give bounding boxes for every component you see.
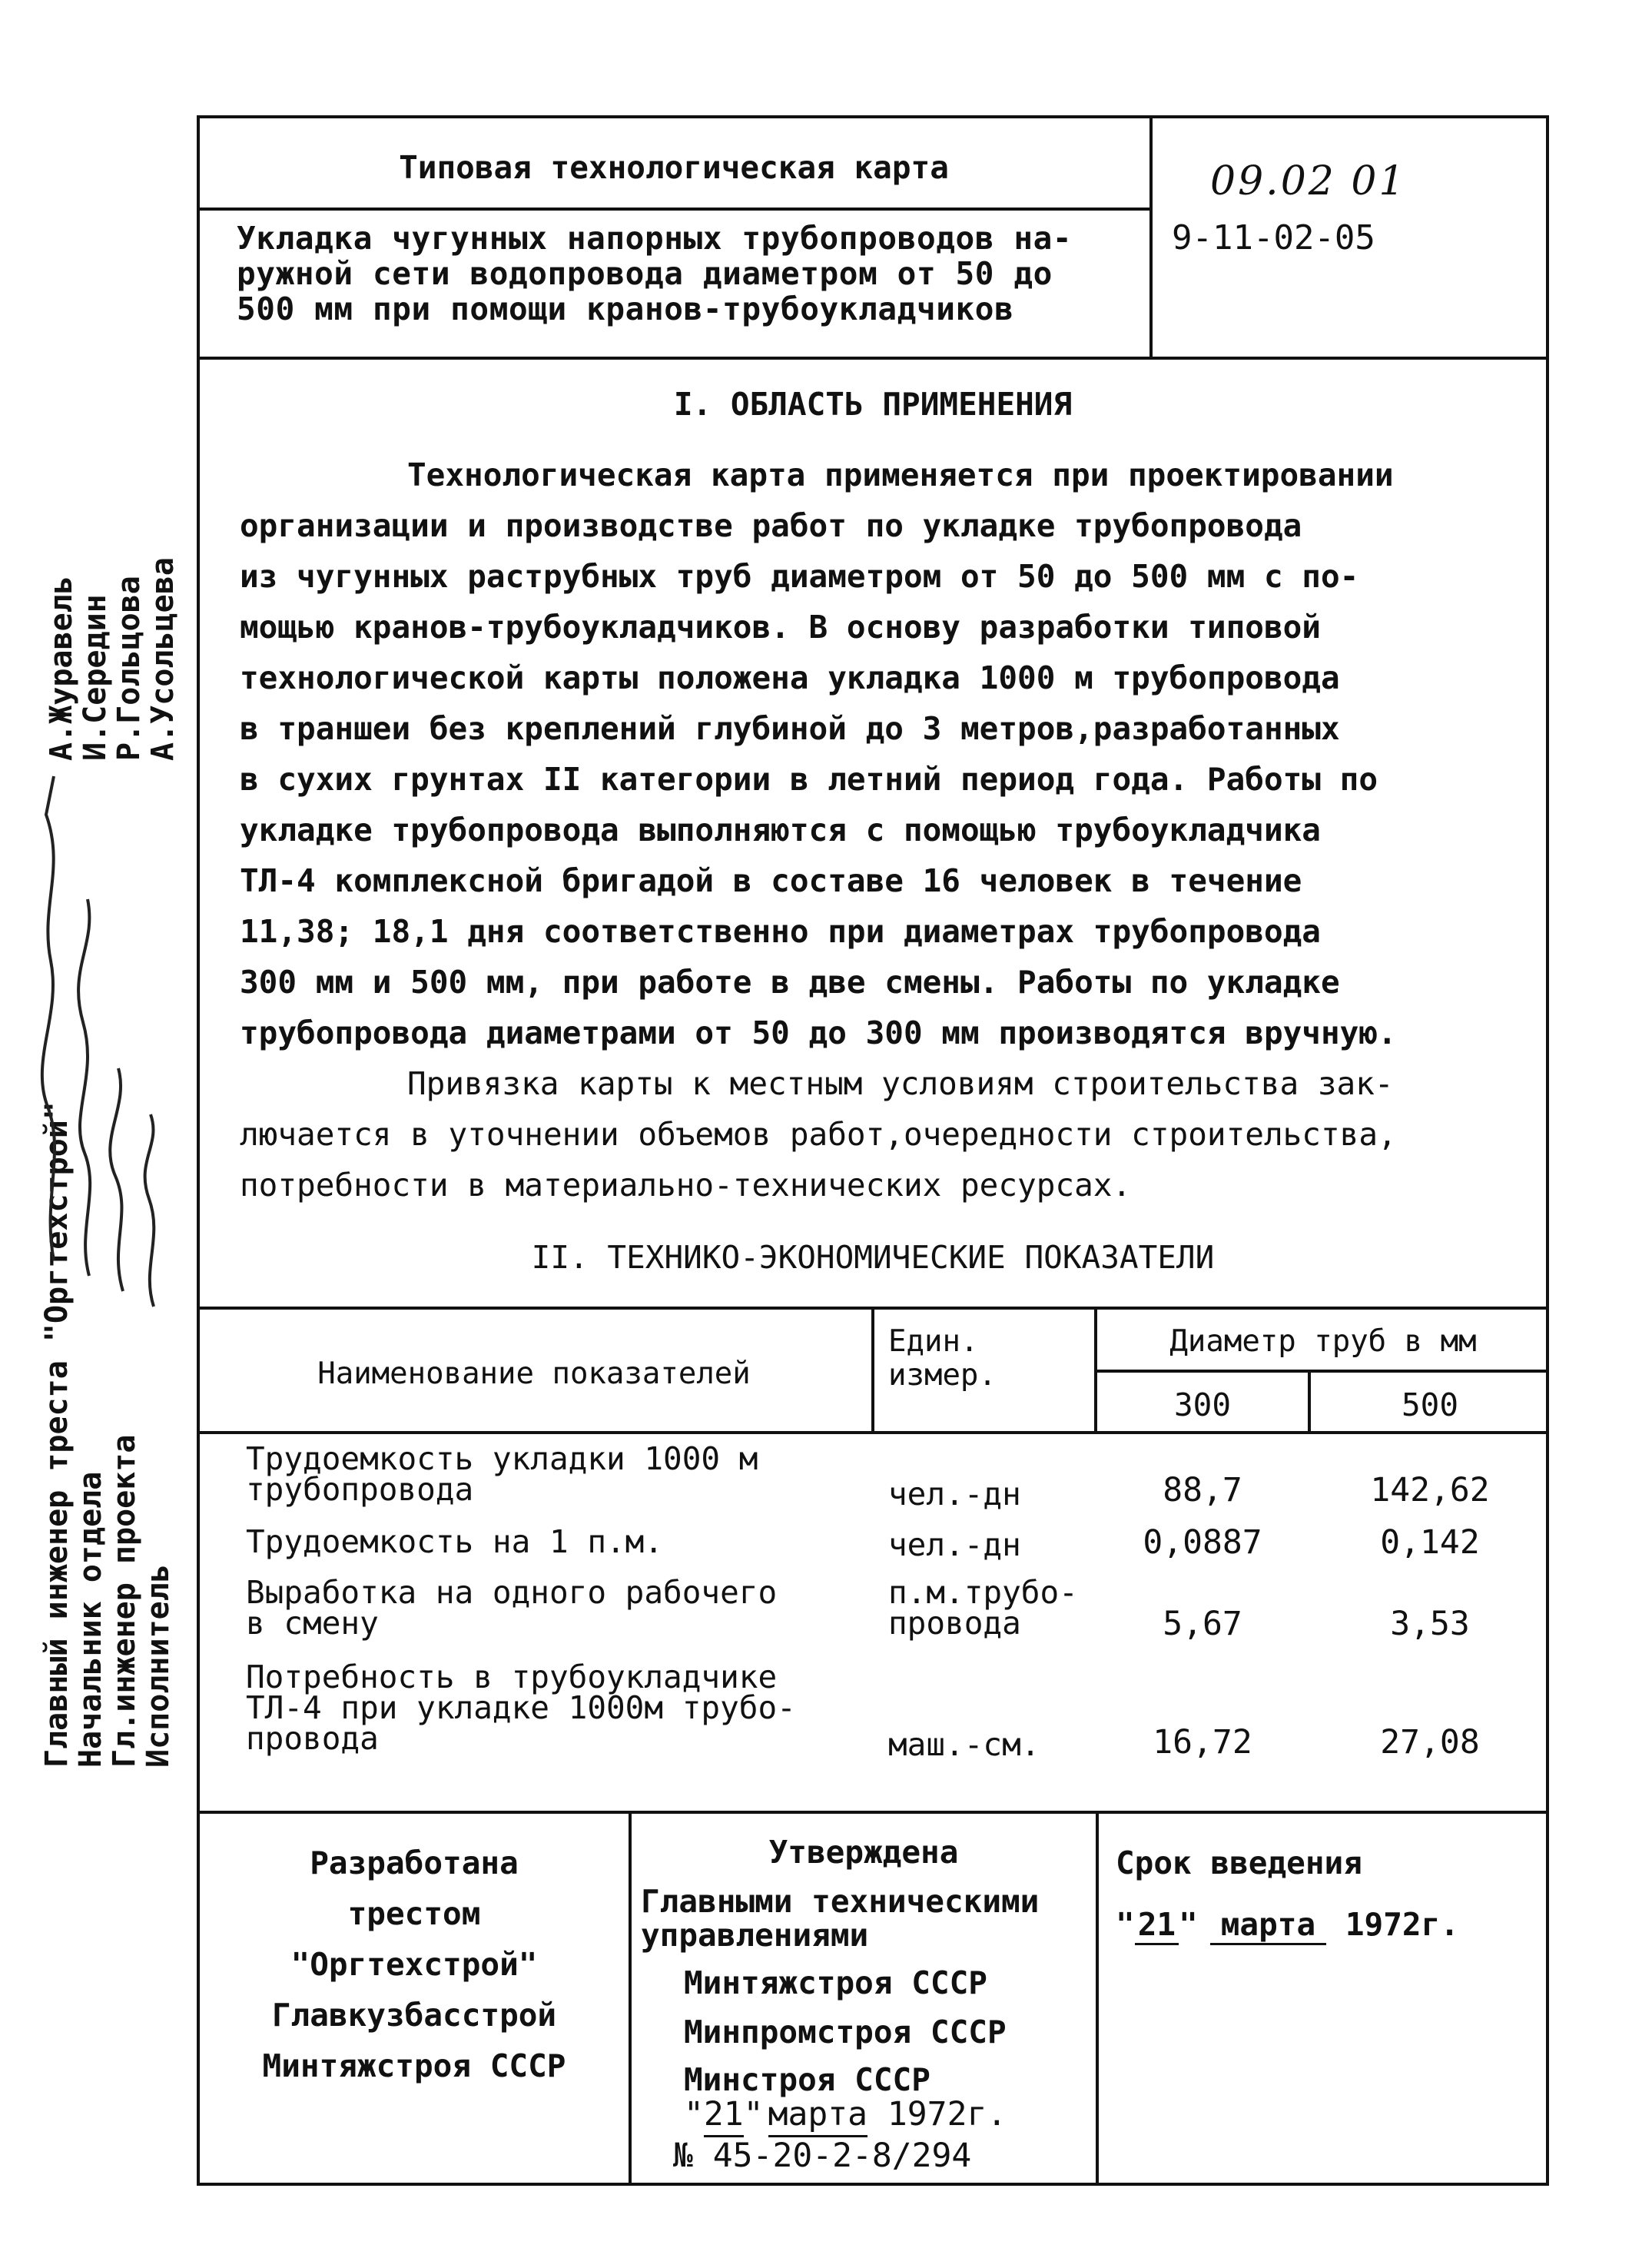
footer-divider-2 xyxy=(1096,1811,1099,2186)
table-header-unit-1: Един. xyxy=(888,1324,979,1359)
section-1-line: организации и производстве работ по укладке трубопровода xyxy=(240,507,1302,544)
row-unit: чел.-дн xyxy=(888,1476,1021,1513)
section-1-line: укладке трубопровода выполняются с помощью трубоукладчика xyxy=(240,812,1321,848)
approved-line: Минпромстроя СССР xyxy=(684,2014,1007,2050)
row-value-500: 142,62 xyxy=(1370,1471,1490,1509)
section-1-line: 300 мм и 500 мм, при работе в две смены. Работы по укладке xyxy=(240,964,1340,1001)
row-unit: провода xyxy=(888,1605,1021,1642)
section-1-line: мощью кранов-трубоукладчиков. В основу разработки типовой xyxy=(240,609,1321,646)
handwritten-signature xyxy=(0,0,192,1806)
table-header-unit-2: измер. xyxy=(888,1358,997,1393)
row-name: трубопровода xyxy=(246,1471,474,1508)
intro-date-day: 21 xyxy=(1135,1906,1179,1945)
section-1-line: 11,38; 18,1 дня соответственно при диаметрах трубопровода xyxy=(240,913,1321,950)
section-1-line: в траншеи без креплений глубиной до 3 метров,разработанных xyxy=(240,710,1340,747)
row-unit: чел.-дн xyxy=(888,1526,1021,1563)
card-code: 9-11-02-05 xyxy=(1172,218,1375,257)
row-value-500: 3,53 xyxy=(1390,1605,1470,1643)
row-value-300: 5,67 xyxy=(1163,1605,1242,1643)
row-name: ТЛ-4 при укладке 1000м трубо- xyxy=(246,1689,796,1726)
intro-date: "21" марта 1972г. xyxy=(1116,1909,1459,1941)
intro-title: Срок введения xyxy=(1116,1845,1362,1881)
row-unit: маш.-см. xyxy=(888,1726,1040,1763)
sidebar-name: И.Середин xyxy=(78,594,113,761)
row-value-500: 27,08 xyxy=(1380,1723,1480,1762)
card-subtitle-line-1: Укладка чугунных напорных трубопроводов на- xyxy=(237,220,1073,257)
row-name: провода xyxy=(246,1720,379,1757)
section-1-line: технологической карты положена укладка 1000 м трубопровода xyxy=(240,659,1340,696)
sidebar-role: Исполнитель xyxy=(141,1564,176,1768)
developed-line: "Оргтехстрой" xyxy=(290,1946,538,1983)
table-diam-divider xyxy=(1094,1370,1549,1373)
table-header-diam-300: 300 xyxy=(1173,1386,1232,1423)
sidebar-role: Начальник отдела xyxy=(73,1471,108,1768)
approved-number: № 45-20-2-8/294 xyxy=(673,2137,972,2175)
approved-title: Утверждена xyxy=(768,1834,959,1871)
sidebar-role: Гл.инженер проекта xyxy=(107,1434,142,1768)
section-1-heading: I. ОБЛАСТЬ ПРИМЕНЕНИЯ xyxy=(673,386,1073,423)
row-name: Трудоемкость на 1 п.м. xyxy=(246,1523,664,1560)
section-1-line: потребности в материально-технических ресурсах. xyxy=(240,1167,1132,1204)
row-name: Выработка на одного рабочего xyxy=(246,1574,778,1611)
developed-line: Минтяжстроя СССР xyxy=(262,2047,566,2084)
sidebar-name: Р.Гольцова xyxy=(111,576,147,761)
section-1-line: лючается в уточнении объемов работ,очередности строительства, xyxy=(240,1116,1397,1153)
row-value-500: 0,142 xyxy=(1380,1523,1480,1562)
row-value-300: 16,72 xyxy=(1153,1723,1252,1762)
section-1-line: Привязка карты к местным условиям строительства зак- xyxy=(407,1065,1394,1102)
row-name: в смену xyxy=(246,1605,379,1642)
row-value-300: 0,0887 xyxy=(1143,1523,1262,1562)
section-2-heading: II. ТЕХНИКО-ЭКОНОМИЧЕСКИЕ ПОКАЗАТЕЛИ xyxy=(531,1239,1215,1276)
row-name: Трудоемкость укладки 1000 м xyxy=(246,1440,758,1477)
developed-line: Разработана xyxy=(310,1845,519,1881)
table-header-name: Наименование показателей xyxy=(317,1356,751,1391)
card-subtitle-line-3: 500 мм при помощи кранов-трубоукладчиков xyxy=(237,291,1014,327)
section-1-line: трубопровода диаметрами от 50 до 300 мм производятся вручную. xyxy=(240,1014,1397,1051)
developed-line: Главкузбасстрой xyxy=(271,1997,557,2034)
approved-line: Минтяжстроя СССР xyxy=(684,1964,987,2001)
row-value-300: 88,7 xyxy=(1163,1471,1242,1509)
approved-line: управлениями xyxy=(641,1917,869,1954)
row-unit: п.м.трубо- xyxy=(888,1574,1078,1611)
title-divider xyxy=(197,208,1151,211)
card-title: Типовая технологическая карта xyxy=(399,149,949,186)
approved-date-month: марта xyxy=(768,2095,867,2137)
section-1-line: из чугунных раструбных труб диаметром от 50 до 500 мм с по- xyxy=(240,558,1359,595)
sidebar-name: А.Усольцева xyxy=(145,557,181,761)
signatures-sidebar xyxy=(0,0,192,1806)
table-header-diam-500: 500 xyxy=(1401,1386,1459,1423)
sidebar-name: А.Журавель xyxy=(44,576,79,761)
developed-line: трестом xyxy=(347,1895,481,1932)
section-1-line: Технологическая карта применяется при проектировании xyxy=(407,457,1394,493)
approved-line: Главными техническими xyxy=(641,1883,1040,1920)
section-1-line: в сухих грунтах II категории в летний период года. Работы по xyxy=(240,761,1378,798)
section-1-line: ТЛ-4 комплексной бригадой в составе 16 человек в течение xyxy=(240,862,1302,899)
intro-date-year: 1972г. xyxy=(1345,1906,1459,1943)
intro-date-month: марта xyxy=(1210,1906,1326,1945)
card-subtitle-line-2: ружной сети водопровода диаметром от 50 до xyxy=(237,255,1053,292)
approved-line: Минстроя СССР xyxy=(684,2061,930,2098)
table-header-diameter: Диаметр труб в мм xyxy=(1169,1324,1477,1359)
table-col-divider-1 xyxy=(871,1307,874,1433)
approved-date-year: 1972г. xyxy=(887,2095,1007,2133)
approved-date-day: 21 xyxy=(704,2095,744,2137)
approved-date: "21" марта 1972г. xyxy=(684,2098,1007,2131)
sidebar-role: Главный инженер треста "Оргтехстрой" xyxy=(39,1101,75,1768)
row-name: Потребность в трубоукладчике xyxy=(246,1659,778,1695)
card-code-handwritten: 09.02 01 xyxy=(1210,158,1407,204)
